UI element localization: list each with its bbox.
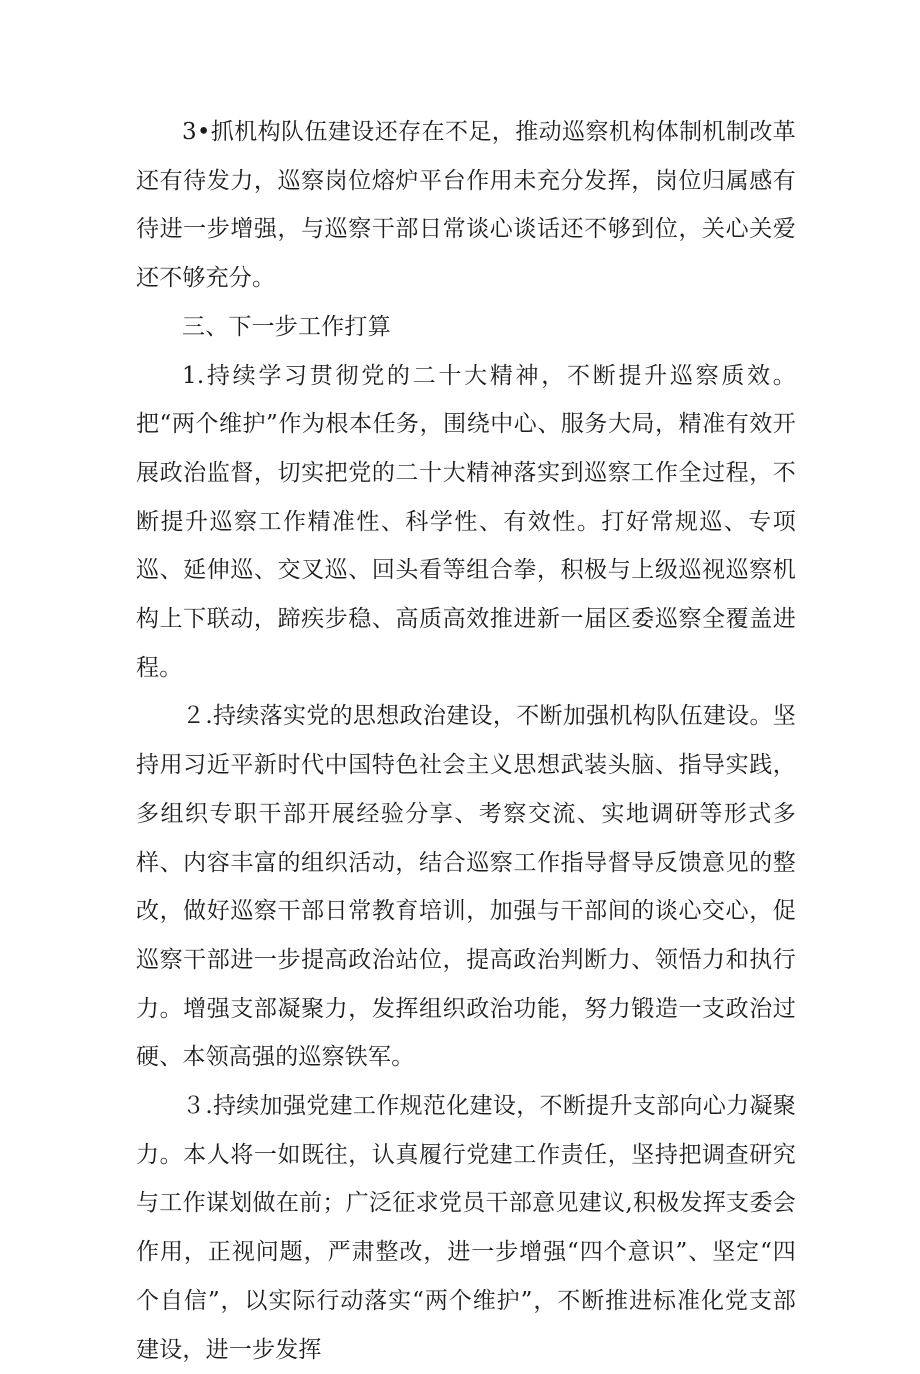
paragraph-shortcoming-3: 3•抓机构队伍建设还存在不足，推动巡察机构体制机制改革还有待发力，巡察岗位熔炉平台作用未充分发挥，岗位归属感有待进一步增强，与巡察干部日常谈心谈话还不够到位，关心关爱还不够充分。 xyxy=(136,119,796,292)
section-heading-next-steps: 三、下一步工作打算 xyxy=(182,313,391,340)
paragraph-plan-1: 1.持续学习贯彻党的二十大精神，不断提升巡察质效。把“两个维护”作为根本任务，围绕中心、服务大局，精准有效开展政治监督，切实把党的二十大精神落实到巡察工作全过程，不断提升巡察工作精准性、科学性、有效性。打好常规巡、专项巡、延伸巡、交叉巡、回头看等组合拳，积极与上级巡视巡察机构上下联动，蹄疾步稳、高质高效推进新一届区委巡察全覆盖进程。 xyxy=(136,362,796,681)
paragraph-plan-3: ３.持续加强党建工作规范化建设，不断提升支部向心力凝聚力。本人将一如既往，认真履行党建工作责任，坚持把调查研究与工作谋划做在前；广泛征求党员干部意见建议,积极发挥支委会作用，正视问题，严肃整改，进一步增强“四个意识”、坚定“四个自信”，以实际行动落实“两个维护”，不断推进标准化党支部建设，进一步发挥 xyxy=(136,1093,796,1363)
document-body xyxy=(136,108,796,1374)
paragraph-plan-2: ２.持续落实党的思想政治建设，不断加强机构队伍建设。坚持用习近平新时代中国特色社会主义思想武装头脑、指导实践，多组织专职干部开展经验分享、考察交流、实地调研等形式多样、内容丰富的组织活动，结合巡察工作指导督导反馈意见的整改，做好巡察干部日常教育培训，加强与干部间的谈心交心，促巡察干部进一步提高政治站位，提高政治判断力、领悟力和执行力。增强支部凝聚力，发挥组织政治功能，努力锻造一支政治过硬、本领高强的巡察铁军。 xyxy=(136,703,796,1071)
